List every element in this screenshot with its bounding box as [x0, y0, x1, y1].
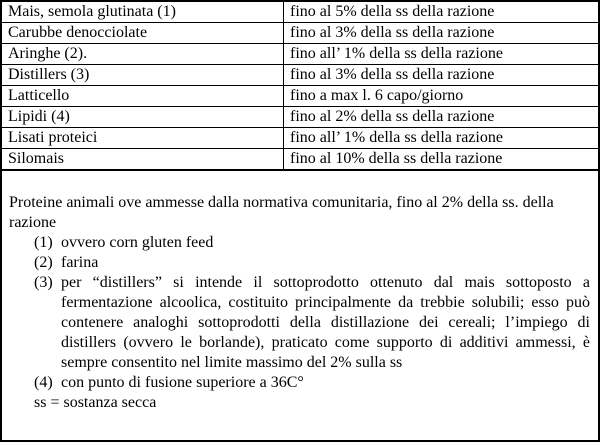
table-row: [2, 149, 600, 170]
section-divider: [2, 170, 598, 189]
limit-cell: fino al 2% della ss della razione: [284, 107, 600, 128]
footnote-text: per “distillers” si intende il sottoprodotto ottenuto dal mais sottoposto a fermentazione alcoolica, costituito principalmente da trebbie solubili; esso può contenere analoghi sottoprodotti della distillazione dei cereali; l’impiego di distillers (ovvero le borlande), praticato come supporto di additivi ammessi, è sempre consentito nel limite massimo del 2% sulla ss: [61, 274, 590, 371]
notes-section: [2, 189, 598, 413]
footnote-number: (3): [34, 274, 53, 291]
table-row: [2, 65, 600, 86]
abbreviation-legend: ss = sostanza secca: [34, 394, 157, 411]
footnote-number: (4): [34, 374, 53, 391]
footnote-text: farina: [61, 254, 99, 271]
item-cell: Silomais: [2, 149, 284, 170]
limit-cell: fino al 3% della ss della razione: [284, 65, 600, 86]
item-cell: Aringhe (2).: [2, 44, 284, 65]
footnote-item: [9, 373, 590, 393]
footnote-text: con punto di fusione superiore a 36C°: [61, 374, 304, 391]
table-row: [2, 23, 600, 44]
item-cell: Carubbe denocciolate: [2, 23, 284, 44]
limit-cell: fino all’ 1% della ss della razione: [284, 128, 600, 149]
footnote-text: ovvero corn gluten feed: [61, 234, 214, 251]
footnote-number: (2): [34, 254, 53, 271]
limit-cell: fino al 10% della ss della razione: [284, 149, 600, 170]
limit-cell: fino al 3% della ss della razione: [284, 23, 600, 44]
item-cell: Lisati proteici: [2, 128, 284, 149]
footnote-item: [9, 273, 590, 373]
table-row: [2, 44, 600, 65]
footnote-item: [9, 253, 590, 273]
footnote-list: [9, 233, 590, 393]
table-row: [2, 2, 600, 23]
limit-cell: fino al 5% della ss della razione: [284, 2, 600, 23]
table-row: [2, 107, 600, 128]
item-cell: Latticello: [2, 86, 284, 107]
table-row: [2, 128, 600, 149]
notes-intro: Proteine animali ove ammesse dalla normativa comunitaria, fino al 2% della ss. della razione: [9, 194, 554, 231]
footnote-item: [9, 233, 590, 253]
table-row: [2, 86, 600, 107]
item-cell: Distillers (3): [2, 65, 284, 86]
limit-cell: fino all’ 1% della ss della razione: [284, 44, 600, 65]
item-cell: Mais, semola glutinata (1): [2, 2, 284, 23]
item-cell: Lipidi (4): [2, 107, 284, 128]
limit-cell: fino a max l. 6 capo/giorno: [284, 86, 600, 107]
footnote-number: (1): [34, 234, 53, 251]
feed-limits-table: [2, 2, 600, 170]
